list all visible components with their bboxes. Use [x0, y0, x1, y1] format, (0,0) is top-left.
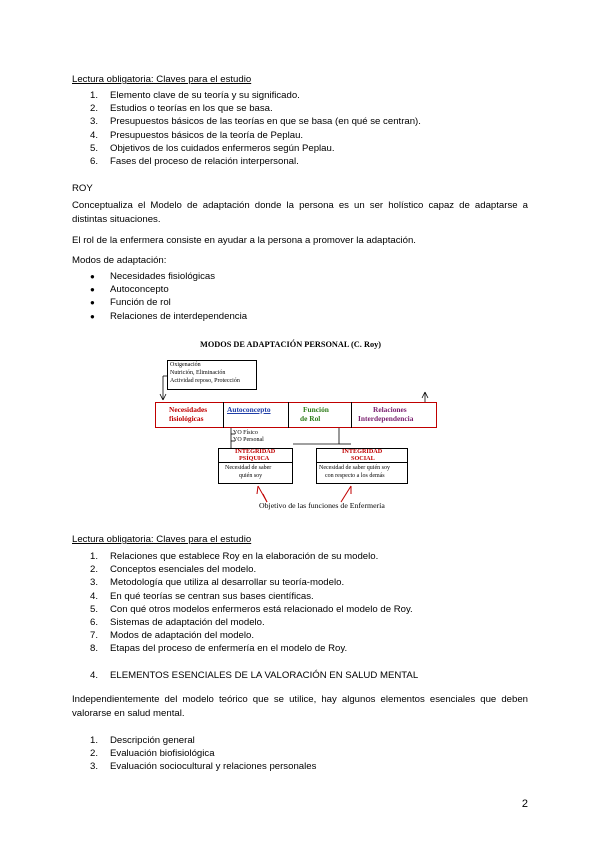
psychic-integrity-title: PSÍQUICA	[239, 455, 270, 462]
section2-heading: Lectura obligatoria: Claves para el estudio	[72, 534, 252, 545]
diagram-title: MODOS DE ADAPTACIÓN PERSONAL (C. Roy)	[200, 340, 382, 349]
physiological-item: Actividad reposo, Protección	[170, 378, 240, 384]
adaptation-modes-diagram	[155, 336, 437, 520]
yo-item: YO Físico	[233, 430, 258, 436]
nursing-objective-label: Objetivo de las funciones de Enfermería	[259, 501, 385, 510]
bullet-icon: ●	[90, 311, 95, 321]
modes-label: Modos de adaptación:	[72, 255, 167, 266]
bullet-icon: ●	[90, 272, 95, 281]
mode-divider	[351, 402, 352, 428]
physiological-item: Nutrición, Eliminación	[170, 370, 226, 376]
social-integrity-body: Necesidad de saber quién soy	[319, 465, 390, 471]
diagram-connectors	[155, 336, 437, 520]
psychic-integrity-body: quién soy	[239, 473, 263, 479]
mode-divider	[223, 402, 224, 428]
mode-self-concept-label: Autoconcepto	[227, 405, 271, 414]
mode-role-function-label: Función	[303, 405, 329, 414]
mode-role-function-label: de Rol	[300, 414, 321, 423]
psychic-integrity-body: Necesidad de saber	[225, 465, 272, 471]
social-integrity-title: INTEGRIDAD	[342, 448, 383, 455]
section3-title: ELEMENTOS ESENCIALES DE LA VALORACIÓN EN SALUD MENTAL	[110, 670, 419, 681]
bullet-icon: ●	[90, 285, 95, 295]
social-integrity-body: con respecto a los demás	[325, 473, 385, 479]
mode-interdependence-label: Relaciones	[373, 405, 407, 414]
mode-physiological-label: Necesidades	[169, 405, 208, 414]
psychic-integrity-title: INTEGRIDAD	[235, 448, 276, 455]
section3-number: 4.	[90, 670, 99, 681]
bullet-icon: ●	[90, 298, 95, 308]
mode-physiological-label: fisiológicas	[169, 414, 204, 423]
yo-item: YO Personal	[233, 437, 264, 443]
section3-paragraph: Independientemente del modelo teórico que se utilice, hay algunos elementos esenciales que deben valorarse en salud mental.	[72, 694, 528, 719]
mode-divider	[288, 402, 289, 428]
roy-paragraph-2: El rol de la enfermera consiste en ayudar a la persona a promover la adaptación.	[72, 235, 416, 246]
page-number: 2	[521, 798, 528, 810]
mode-interdependence-label: Interdependencia	[358, 414, 414, 423]
social-integrity-title: SOCIAL	[351, 455, 375, 462]
section1-heading: Lectura obligatoria: Claves para el estudio	[72, 74, 252, 85]
roy-title: ROY	[72, 183, 93, 194]
roy-paragraph-1: Conceptualiza el Modelo de adaptación donde la persona es un ser holístico capaz de adaptarse a distintas situaciones.	[72, 200, 528, 225]
physiological-item: Oxigenación	[170, 362, 201, 368]
